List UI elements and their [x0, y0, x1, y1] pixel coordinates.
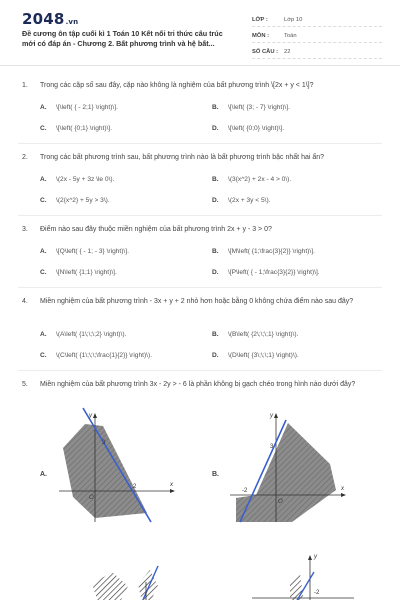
meta-question-count: SỐ CÂU : 22: [252, 45, 382, 59]
hatched-region: [63, 424, 147, 518]
y-axis-label: y: [89, 413, 92, 419]
page-header: [0, 0, 400, 66]
y-axis-label: y: [270, 413, 273, 419]
question-number: 4.: [22, 298, 28, 305]
q5-option-a[interactable]: A.: [40, 471, 47, 478]
divider: [18, 143, 382, 144]
y-axis-label: y: [314, 554, 317, 560]
x-intercept-label: -2: [314, 590, 320, 596]
question-text: Miền nghiệm của bất phương trình - 3x + y + 2 nhỏ hơn hoặc bằng 0 không chứa điểm nào sau đây?: [40, 298, 354, 305]
y-arrow-icon: [93, 413, 97, 418]
question-text: Miền nghiệm của bất phương trình 3x - 2y > - 6 là phần không bị gạch chéo trong hình nào dưới đây?: [40, 381, 356, 388]
hatched-region: [138, 570, 158, 600]
x-arrow-icon: [341, 493, 346, 497]
hatched-region: [290, 574, 304, 600]
question-number: 5.: [22, 381, 28, 388]
x-arrow-icon: [170, 489, 175, 493]
question-text: Trong các bất phương trình sau, bất phương trình nào là bất phương trình bậc nhất hai ẩn?: [40, 154, 325, 161]
site-logo[interactable]: 2048.vn: [22, 10, 79, 28]
q5-figure-a[interactable]: [55, 412, 175, 532]
hatched-region: [236, 423, 336, 522]
q5-figure-c[interactable]: [90, 562, 190, 600]
x-axis-label: x: [341, 486, 344, 492]
question-number: 1.: [22, 82, 28, 89]
x-intercept-label: 2: [133, 484, 137, 490]
origin-label: O: [278, 499, 283, 505]
question-number: 2.: [22, 154, 28, 161]
y-arrow-icon: [274, 413, 278, 418]
document-title: Đề cương ôn tập cuối kì 1 Toán 10 Kết nối tri thức câu trúc mới có đáp án - Chương 2. Bất phương trình và hệ bất...: [22, 29, 223, 48]
y-intercept-label: 3: [102, 440, 106, 446]
y-intercept-label: 3: [270, 444, 274, 450]
origin-label: O: [89, 495, 94, 501]
divider: [18, 287, 382, 288]
q5-figure-b[interactable]: [226, 412, 346, 532]
y-arrow-icon: [308, 555, 312, 560]
question-text: Trong các cặp số sau đây, cặp nào không là nghiệm của bất phương trình \[2x + y < 1\]?: [40, 82, 314, 89]
divider: [18, 215, 382, 216]
hatched-region: [92, 572, 128, 600]
question-number: 3.: [22, 226, 28, 233]
x-axis-label: x: [170, 482, 173, 488]
q5-option-b[interactable]: B.: [212, 471, 219, 478]
q5-figure-d[interactable]: [244, 552, 354, 600]
meta-grade: LỚP : Lớp 10: [252, 13, 382, 27]
meta-subject: MÔN : Toán: [252, 29, 382, 43]
divider: [18, 370, 382, 371]
question-text: Điểm nào sau đây thuộc miền nghiệm của bất phương trình 2x + y - 3 > 0?: [40, 226, 272, 233]
x-intercept-label: -2: [242, 488, 248, 494]
